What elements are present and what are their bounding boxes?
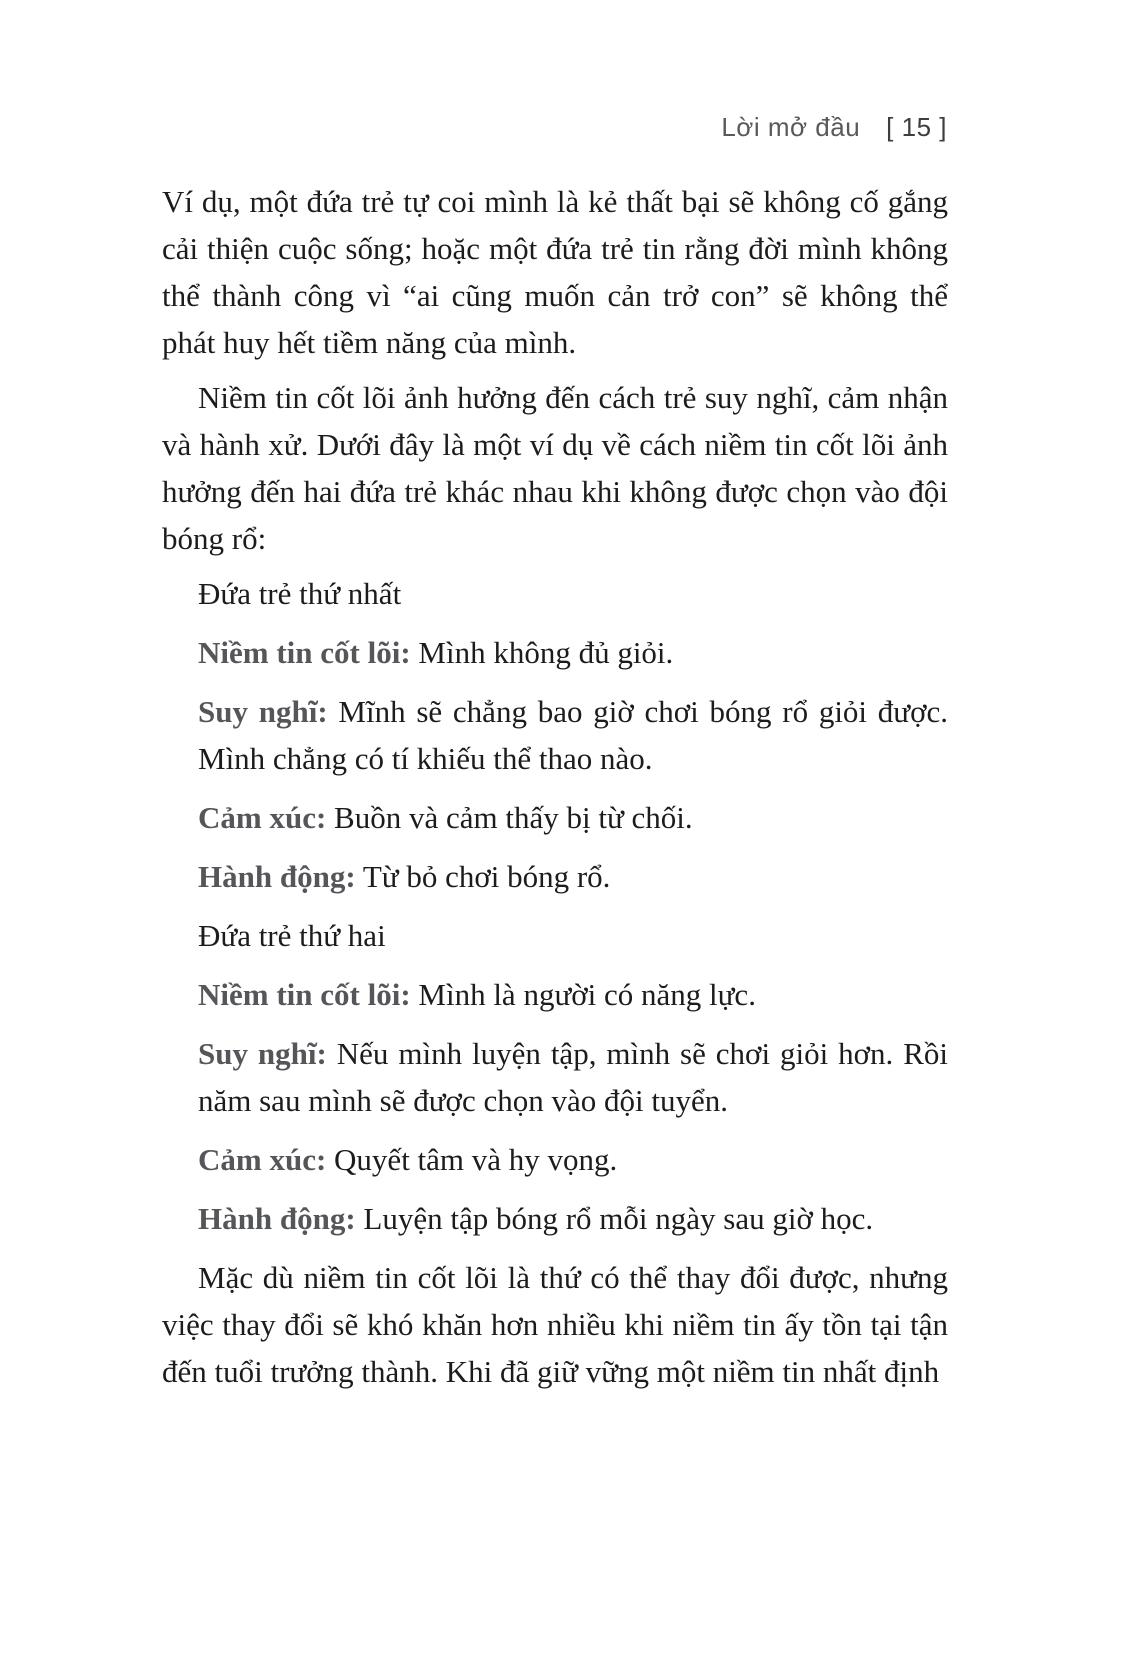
- item-text: Mình là người có năng lực.: [418, 977, 756, 1012]
- item-text: Mĩnh sẽ chẳng bao giờ chơi bóng rổ giỏi được. Mình chẳng có tí khiếu thể thao nào.: [198, 694, 948, 776]
- list-item: [198, 629, 948, 676]
- item-text: Buồn và cảm thấy bị từ chối.: [334, 800, 693, 835]
- item-label: Cảm xúc:: [198, 800, 327, 835]
- paragraph: Niềm tin cốt lõi ảnh hưởng đến cách trẻ suy nghĩ, cảm nhận và hành xử. Dưới đây là một ví dụ về cách niềm tin cốt lõi ảnh hưởng đến hai đứa trẻ khác nhau khi không được chọn vào đội bóng rổ:: [162, 380, 948, 556]
- list-item: [198, 853, 948, 900]
- item-label: Hành động:: [198, 1201, 356, 1236]
- list-item: [198, 1030, 948, 1124]
- item-label: Hành động:: [198, 859, 356, 894]
- item-label: Niềm tin cốt lõi:: [198, 977, 411, 1012]
- paragraph: Ví dụ, một đứa trẻ tự coi mình là kẻ thất bại sẽ không cố gắng cải thiện cuộc sống; hoặc một đứa trẻ tin rằng đời mình không thể thành công vì “ai cũng muốn cản trở con” sẽ không thể phát huy hết tiềm năng của mình.: [162, 184, 948, 360]
- item-text: Luyện tập bóng rổ mỗi ngày sau giờ học.: [363, 1201, 874, 1236]
- item-text: Mình không đủ giỏi.: [418, 635, 674, 670]
- list-item: [198, 971, 948, 1018]
- item-label: Suy nghĩ:: [198, 694, 328, 729]
- section-title: Lời mở đầu: [721, 112, 861, 142]
- paragraph: Mặc dù niềm tin cốt lõi là thứ có thể thay đổi được, nhưng việc thay đổi sẽ khó khăn hơn nhiều khi niềm tin ấy tồn tại tận đến tuổi trưởng thành. Khi đã giữ vững một niềm tin nhất định: [162, 1260, 948, 1389]
- example-1-title: Đứa trẻ thứ nhất: [198, 576, 402, 611]
- example-2-title: Đứa trẻ thứ hai: [198, 918, 386, 953]
- item-label: Suy nghĩ:: [198, 1036, 327, 1071]
- item-text: Quyết tâm và hy vọng.: [334, 1142, 618, 1177]
- item-text: Nếu mình luyện tập, mình sẽ chơi giỏi hơn. Rồi năm sau mình sẽ được chọn vào đội tuyển.: [198, 1036, 949, 1118]
- item-label: Cảm xúc:: [198, 1142, 327, 1177]
- page-content: [162, 178, 948, 1403]
- list-item: [198, 688, 948, 782]
- list-item: [198, 1195, 948, 1242]
- page-number: [ 15 ]: [886, 112, 947, 142]
- item-text: Từ bỏ chơi bóng rổ.: [362, 859, 611, 894]
- page-header: [162, 112, 947, 143]
- list-item: [198, 1136, 948, 1183]
- item-label: Niềm tin cốt lõi:: [198, 635, 411, 670]
- list-item: [198, 794, 948, 841]
